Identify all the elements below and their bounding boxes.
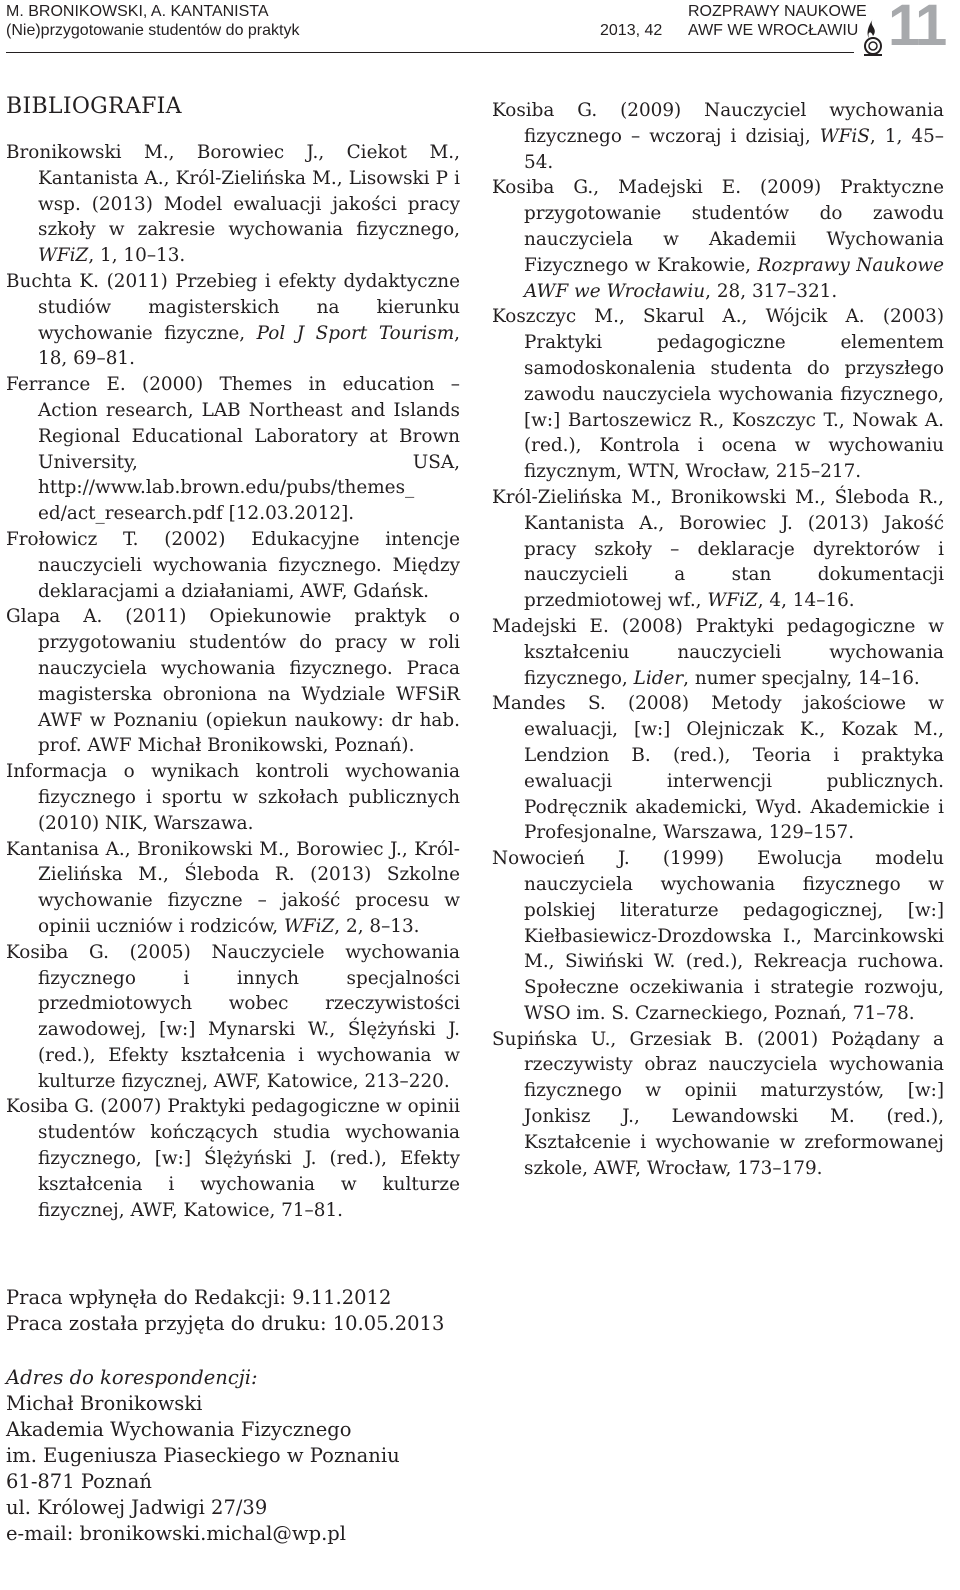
awf-torch-logo-icon xyxy=(858,16,888,56)
reference-entry xyxy=(6,837,460,940)
running-head-left xyxy=(6,2,299,40)
correspondence-line: ul. Królowej Jadwigi 27/39 xyxy=(6,1496,268,1519)
reference-text: Mandes S. (2008) Metody jakościowe w ewaluacji, [w:] Olejniczak K., Kozak M., Lendzion B. (red.), Teoria i praktyka ewaluacji interwencji publicznych. Podręcznik akademicki, Wyd. Akademickie i Profesjonalne, Warszawa, 129–157. xyxy=(492,693,944,844)
reference-entry xyxy=(6,372,460,527)
header-year-volume: 2013, 42 xyxy=(600,22,663,39)
reference-entry xyxy=(492,98,944,175)
reference-text: Supińska U., Grzesiak B. (2001) Pożądany a rzeczywisty obraz nauczyciela wychowania fizycznego w opinii maturzystów, [w:] Jonkisz J., Lewandowski M. (red.), Kształcenie i wychowanie w zreformowanej szkole, AWF, Wrocław, 173–179. xyxy=(492,1028,944,1179)
correspondence-line: 61-871 Poznań xyxy=(6,1470,152,1493)
accepted-date: Praca została przyjęta do druku: 10.05.2013 xyxy=(6,1312,445,1335)
reference-source-title: WFiS xyxy=(819,125,870,147)
reference-tail: , 1, 10–13. xyxy=(88,245,186,267)
bibliography-heading: BIBLIOGRAFIA xyxy=(6,94,182,119)
reference-entry xyxy=(6,527,460,604)
page-number: 11 xyxy=(888,0,946,58)
reference-text: Kosiba G., Madejski E. (2009) Praktyczne przygotowanie studentów do zawodu nauczyciela w Akademii Wychowania Fizycznego w Krakowie, xyxy=(492,177,944,276)
reference-entry xyxy=(6,759,460,836)
reference-tail: , 28, 317–321. xyxy=(705,280,838,302)
submission-dates xyxy=(6,1285,444,1337)
bibliography-left-column xyxy=(6,92,460,1223)
reference-tail: , numer specjalny, 14–16. xyxy=(683,667,920,689)
running-head-right xyxy=(688,2,867,40)
reference-tail: , 1, 45–54. xyxy=(524,125,945,173)
reference-text: Buchta K. (2011) Przebieg i efekty dydaktyczne studiów magisterskich na kierunku wychowanie fizyczne, xyxy=(6,270,460,344)
reference-tail: , 4, 14–16. xyxy=(757,590,855,612)
reference-source-title: Pol J Sport Tourism xyxy=(256,322,455,344)
reference-text: Glapa A. (2011) Opiekunowie praktyk o przygotowaniu studentów do pracy w roli nauczyciela wychowania fizycznego. Praca magisterska obroniona na Wydziale WFSiR AWF w Poznaniu (opiekun naukowy: dr hab. prof. AWF Michał Bronikowski, Poznań). xyxy=(6,606,460,757)
reference-text: Informacja o wynikach kontroli wychowania fizycznego i sportu w szkołach publicznych (2010) NIK, Warszawa. xyxy=(6,761,460,834)
received-date: Praca wpłynęła do Redakcji: 9.11.2012 xyxy=(6,1286,392,1309)
reference-entry xyxy=(492,614,944,691)
reference-source-title: WFiZ xyxy=(707,590,758,612)
reference-text: Kosiba G. (2005) Nauczyciele wychowania fizycznego i innych specjalności przedmiotowych wobec rzeczywistości zawodowej, [w:] Mynarski W., Ślężyński J. (red.), Efekty kształcenia i wychowania w kulturze fizycznej, AWF, Katowice, 213–220. xyxy=(6,941,460,1092)
header-rule xyxy=(6,52,854,53)
correspondence-line: im. Eugeniusza Piaseckiego w Poznaniu xyxy=(6,1444,400,1467)
reference-text: Nowocień J. (1999) Ewolucja modelu nauczyciela wychowania fizycznego w polskiej literaturze pedagogicznej, [w:] Kiełbasiewicz-Drozdowska I., Marcinkowski M., Siwiński W. (red.), Rekreacja ruchowa. Społeczne oczekiwania i strategie rozwoju, WSO im. S. Czarneckiego, Poznań, 71–78. xyxy=(492,848,944,1024)
reference-entry xyxy=(6,1094,460,1223)
correspondence-address xyxy=(6,1365,400,1547)
reference-text: Frołowicz T. (2002) Edukacyjne intencje nauczycieli wychowania fizycznego. Między deklaracjami a działaniami, AWF, Gdańsk. xyxy=(6,528,460,602)
reference-entry xyxy=(492,304,944,485)
reference-text: Kantanisa A., Bronikowski M., Borowiec J., Król-Zielińska M., Śleboda R. (2013) Szkolne wychowanie fizyczne – jakość procesu w opinii uczniów i rodziców, xyxy=(6,838,460,937)
reference-entry xyxy=(492,691,944,846)
header-authors: M. BRONIKOWSKI, A. KANTANISTA xyxy=(6,3,269,20)
header-journal-line2: AWF WE WROCŁAWIU xyxy=(688,22,859,39)
reference-text: Król-Zielińska M., Bronikowski M., Śleboda R., Kantanista A., Borowiec J. (2013) Jakość pracy szkoły – deklaracje dyrektorów i nauczycieli a stan dokumentacji przedmiotowej wf., xyxy=(492,486,944,612)
correspondence-line: Akademia Wychowania Fizycznego xyxy=(6,1418,352,1441)
correspondence-line: Michał Bronikowski xyxy=(6,1392,203,1415)
reference-source-title: Lider xyxy=(633,667,684,689)
reference-text: Bronikowski M., Borowiec J., Ciekot M., Kantanista A., Król-Zielińska M., Lisowski P i wsp. (2013) Model ewaluacji jakości pracy szkoły w zakresie wychowania fizycznego, xyxy=(6,142,460,241)
bibliography-right-column xyxy=(492,98,944,1181)
header-article-title: (Nie)przygotowanie studentów do praktyk xyxy=(6,22,300,39)
reference-source-title: Rozprawy Naukowe AWF we Wrocławiu xyxy=(524,254,944,302)
header-journal-line1: ROZPRAWY NAUKOWE xyxy=(688,3,867,20)
reference-entry xyxy=(492,1027,944,1182)
reference-entry xyxy=(6,604,460,759)
reference-source-title: WFiZ xyxy=(283,915,335,937)
reference-entry xyxy=(6,140,460,269)
reference-tail: , 18, 69–81. xyxy=(38,322,461,370)
reference-text: Kosiba G. (2007) Praktyki pedagogiczne w opinii studentów kończących studia wychowania fizycznego, [w:] Ślężyński J. (red.), Efekty kształcenia i wychowania w kulturze fizycznej, AWF, Katowice, 71–81. xyxy=(6,1096,460,1221)
reference-entry xyxy=(492,485,944,614)
reference-text: Koszczyc M., Skarul A., Wójcik A. (2003) Praktyki pedagogiczne elementem samodoskonalenia studenta do przyszłego zawodu nauczyciela wychowania fizycznego, [w:] Bartoszewicz R., Koszczyc T., Nowak A. (red.), Kontrola i ocena w wychowaniu fizycznym, WTN, Wrocław, 215–217. xyxy=(492,306,944,483)
reference-entry xyxy=(6,269,460,372)
reference-entry xyxy=(6,940,460,1095)
correspondence-email[interactable]: e-mail: bronikowski.michal@wp.pl xyxy=(6,1522,346,1545)
reference-text: Ferrance E. (2000) Themes in education – Action research, LAB Northeast and Islands Regional Educational Laboratory at Brown University, USA, http://www.lab.brown.edu/pubs/themes_ ed/act_research.pdf [12.03.2012]. xyxy=(6,374,460,525)
reference-tail: , 2, 8–13. xyxy=(334,915,420,937)
correspondence-heading: Adres do korespondencji: xyxy=(6,1366,258,1389)
reference-entry xyxy=(492,175,944,304)
reference-entry xyxy=(492,846,944,1027)
page-header xyxy=(0,0,960,60)
reference-text: Kosiba G. (2009) Nauczyciel wychowania fizycznego – wczoraj i dzisiaj, xyxy=(492,100,944,147)
reference-text: Madejski E. (2008) Praktyki pedagogiczne w kształceniu nauczycieli wychowania fizycznego, xyxy=(492,615,944,689)
reference-source-title: WFiZ xyxy=(38,245,89,267)
